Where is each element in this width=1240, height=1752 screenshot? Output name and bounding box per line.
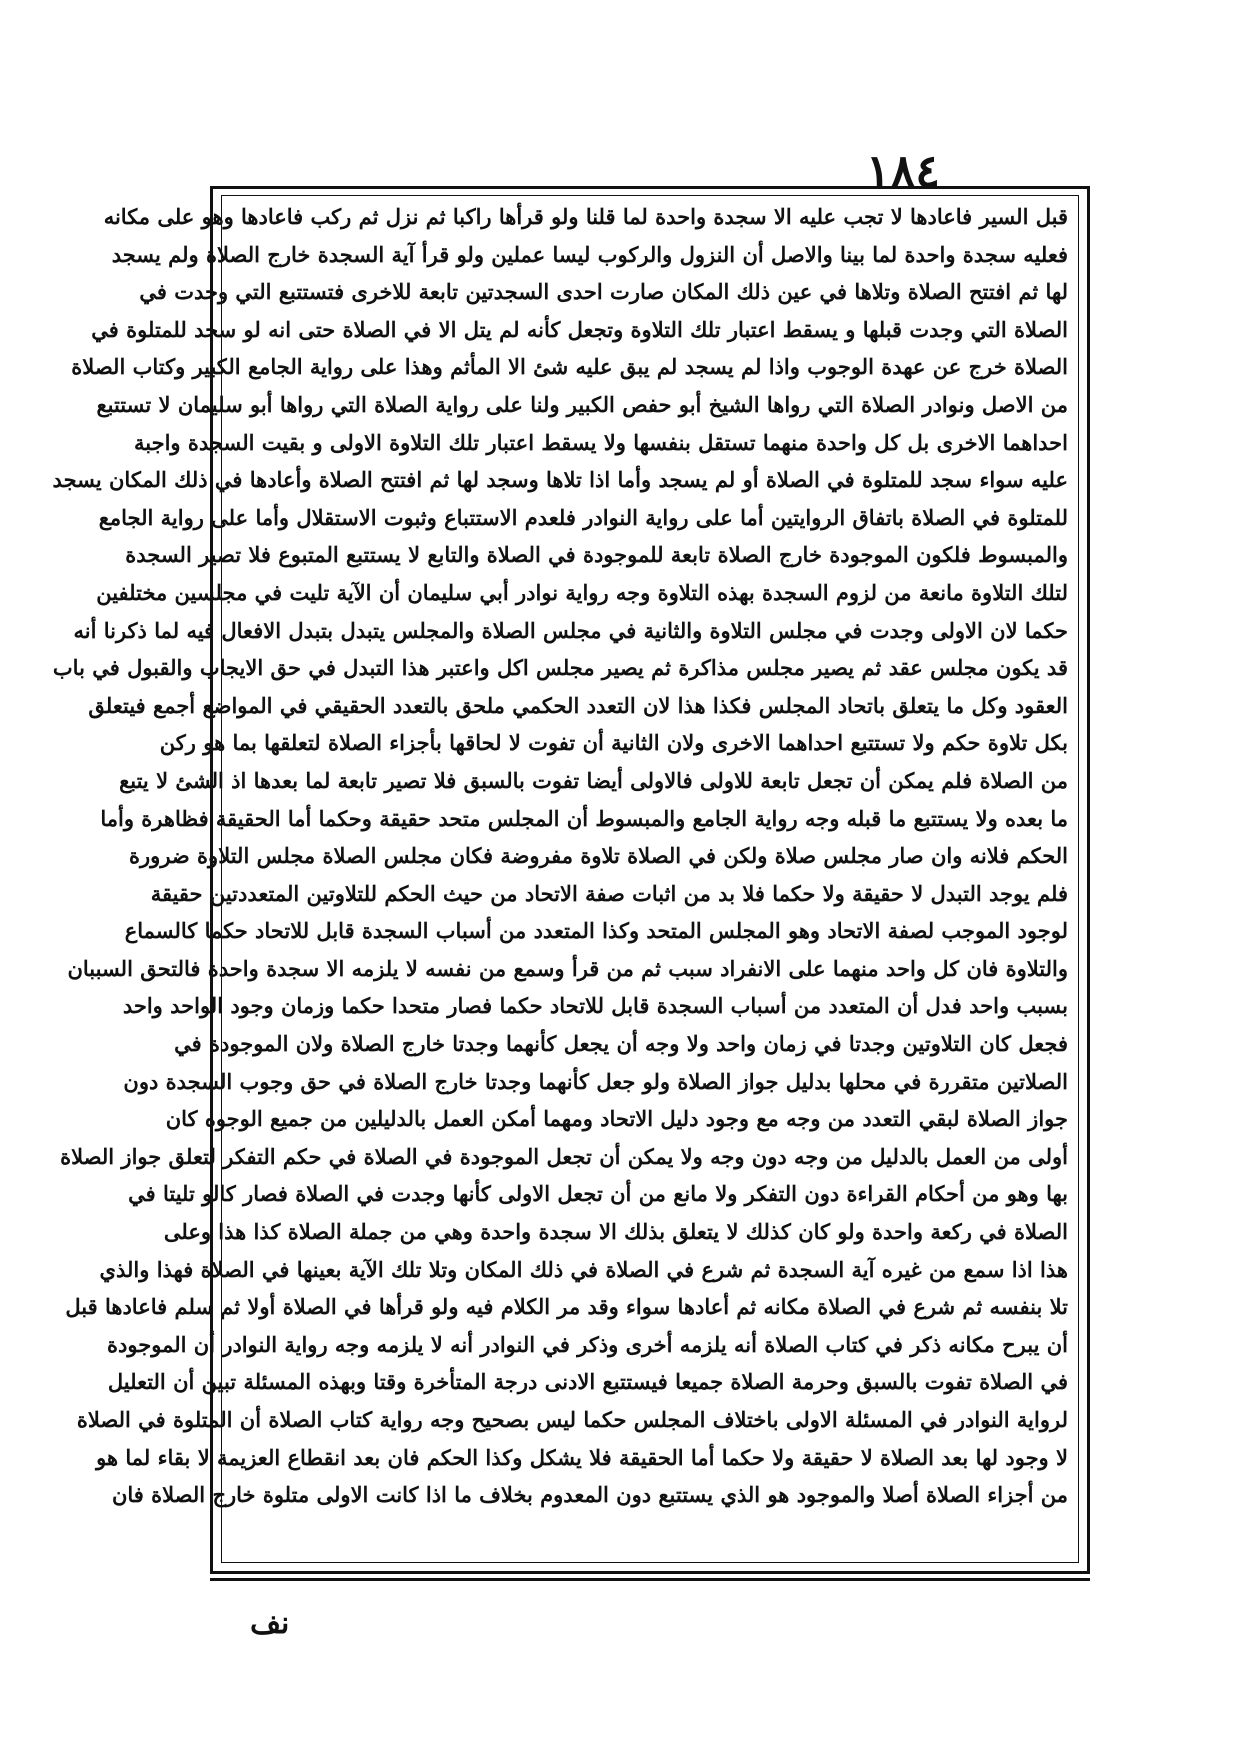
text-line: حكما لان الاولى وجدت في مجلس التلاوة والثانية في مجلس الصلاة والمجلس يتبدل بتبدل الافعال فيه لما ذكرنا أنه <box>73 617 1068 643</box>
text-line: بكل تلاوة حكم ولا تستتبع احداهما الاخرى ولان الثانية أن تفوت لا لحاقها بأجزاء الصلاة لتعلقها بما هو ركن <box>159 730 1068 756</box>
text-line: من الصلاة فلم يمكن أن تجعل تابعة للاولى فالاولى أيضا تفوت بالسبق فلا تصير تابعة لما بعدها اذ الشئ لا يتبع <box>119 767 1068 793</box>
text-line: لوجود الموجب لصفة الاتحاد وهو المجلس المتحد وكذا المتعدد من أسباب السجدة قابل للاتحاد حكما كالسماع <box>124 918 1068 944</box>
text-line: والتلاوة فان كل واحد منهما على الانفراد سبب ثم من قرأ وسمع من نفسه لا يلزمه الا سجدة واحدة فالتحق السببان <box>67 955 1068 981</box>
text-line: لا وجود لها بعد الصلاة لا حقيقة ولا حكما أما الحقيقة فلا يشكل وكذا الحكم فان بعد انقطاع العزيمة لا بقاء لما هو <box>96 1444 1068 1470</box>
text-line: أولى من العمل بالدليل من وجه دون وجه ولا يمكن أن تجعل الموجودة في الصلاة في حكم التفكر لتعلق جواز الصلاة <box>60 1143 1068 1169</box>
text-line: الصلاة خرج عن عهدة الوجوب واذا لم يسجد لم يبق عليه شئ الا المأثم وهذا على رواية الجامع الكبير وكتاب الصلاة <box>71 354 1068 380</box>
text-line: الصلاتين متقررة في محلها بدليل جواز الصلاة ولو جعل كأنهما وجدتا خارج الصلاة في حق وجوب السجدة دون <box>123 1068 1068 1094</box>
text-line: عليه سواء سجد للمتلوة في الصلاة أو لم يسجد وأما اذا تلاها وسجد لها ثم افتتح الصلاة وأعادها في ذلك المكان يسجد <box>52 467 1068 493</box>
text-line: بسبب واحد فدل أن المتعدد من أسباب السجدة قابل للاتحاد حكما فصار متحدا حكما وزمان وجود الواحد واحد <box>122 993 1068 1019</box>
text-line: فلم يوجد التبدل لا حقيقة ولا حكما فلا بد من اثبات صفة الاتحاد من حيث الحكم للتلاوتين المتعددتين حقيقة <box>150 880 1068 906</box>
catchword: نف <box>250 1606 290 1641</box>
text-line: ما بعده ولا يستتبع ما قبله وجه رواية الجامع والمبسوط أن المجلس متحد حقيقة وحكما أما الحقيقة فظاهرة وأما <box>100 805 1068 831</box>
text-line: والمبسوط فلكون الموجودة خارج الصلاة تابعة للموجودة في الصلاة والتابع لا يستتبع المتبوع فلا تصير السجدة <box>125 542 1068 568</box>
text-line: الصلاة في ركعة واحدة ولو كان كذلك لا يتعلق بذلك الا سجدة واحدة وهي من جملة الصلاة كذا هذا وعلى <box>163 1219 1068 1245</box>
text-line: هذا اذا سمع من غيره آية السجدة ثم شرع في الصلاة في ذلك المكان وتلا تلك الآية بعينها في الصلاة فهذا والذي <box>99 1256 1068 1282</box>
text-line: أن يبرح مكانه ذكر في كتاب الصلاة أنه يلزمه أخرى وذكر في النوادر أنه لا يلزمه وجه رواية النوادر أن الموجودة <box>107 1331 1068 1357</box>
main-text <box>52 198 1068 1514</box>
text-line: من أجزاء الصلاة أصلا والموجود هو الذي يستتبع دون المعدوم بخلاف ما اذا كانت الاولى متلوة خارج الصلاة فان <box>111 1482 1068 1508</box>
text-line: بها وهو من أحكام القراءة دون التفكر ولا مانع من أن تجعل الاولى كأنها وجدت في الصلاة فصار كالو تليتا في <box>128 1181 1068 1207</box>
text-line: العقود وكل ما يتعلق باتحاد المجلس فكذا هذا لان التعدد الحكمي ملحق بالتعدد الحقيقي في المواضع أجمع فيتعلق <box>88 692 1068 718</box>
text-line: الحكم فلانه وان صار مجلس صلاة ولكن في الصلاة تلاوة مفروضة فكان مجلس الصلاة مجلس التلاوة ضرورة <box>129 843 1068 869</box>
text-line: لتلك التلاوة مانعة من لزوم السجدة بهذه التلاوة وجه رواية نوادر أبي سليمان أن الآية تليت في مجلسين مختلفين <box>96 579 1068 605</box>
text-line: جواز الصلاة لبقي التعدد من وجه مع وجود دليل الاتحاد ومهما أمكن العمل بالدليلين من جميع الوجوه كان <box>165 1106 1068 1132</box>
text-line: تلا بنفسه ثم شرع في الصلاة مكانه ثم أعادها سواء وقد مر الكلام فيه ولو قرأها في الصلاة أولا ثم سلم فاعادها قبل <box>65 1294 1068 1320</box>
text-line: قبل السير فاعادها لا تجب عليه الا سجدة واحدة لما قلنا ولو قرأها راكبا ثم نزل ثم ركب فاعادها وهو على مكانه <box>103 204 1068 229</box>
text-line: من الاصل ونوادر الصلاة التي رواها الشيخ أبو حفص الكبير ولنا على رواية الصلاة التي رواها أبو سليمان لا تستتبع <box>96 391 1068 417</box>
text-line: قد يكون مجلس عقد ثم يصير مجلس مذاكرة ثم يصير مجلس اكل واعتبر هذا التبدل في حق الايجاب والقبول في باب <box>52 655 1068 681</box>
frame-bottom-rule <box>210 1578 1090 1581</box>
text-line: فجعل كان التلاوتين وجدتا في زمان واحد ولا وجه أن يجعل كأنهما وجدتا خارج الصلاة ولان الموجودة في <box>174 1031 1068 1057</box>
text-line: لرواية النوادر في المسئلة الاولى باختلاف المجلس حكما ليس بصحيح وجه رواية كتاب الصلاة أن المتلوة في الصلاة <box>76 1407 1068 1432</box>
text-line: فعليه سجدة واحدة لما بينا والاصل أن النزول والركوب ليسا عملين ولو قرأ آية السجدة خارج الصلاة ولم يسجد <box>111 241 1068 267</box>
text-line: الصلاة التي وجدت قبلها و يسقط اعتبار تلك التلاوة وتجعل كأنه لم يتل الا في الصلاة حتى انه لو سجد للمتلوة في <box>91 316 1068 342</box>
text-line: لها ثم افتتح الصلاة وتلاها في عين ذلك المكان صارت احدى السجدتين تابعة للاخرى فتستتبع التي وجدت في <box>139 279 1068 305</box>
text-line: احداهما الاخرى بل كل واحدة منهما تستقل بنفسها ولا يسقط اعتبار تلك التلاوة الاولى و بقيت السجدة واجبة <box>134 429 1068 455</box>
text-line: في الصلاة تفوت بالسبق وحرمة الصلاة جميعا فيستتبع الادنى درجة المتأخرة وقتا وبهذه المسئلة تبين أن التعليل <box>107 1369 1068 1395</box>
text-line: للمتلوة في الصلاة باتفاق الروايتين أما على رواية النوادر فلعدم الاستتباع وثبوت الاستقلال وأما على رواية الجامع <box>98 504 1068 530</box>
page-number: ١٨٤ <box>865 144 940 198</box>
